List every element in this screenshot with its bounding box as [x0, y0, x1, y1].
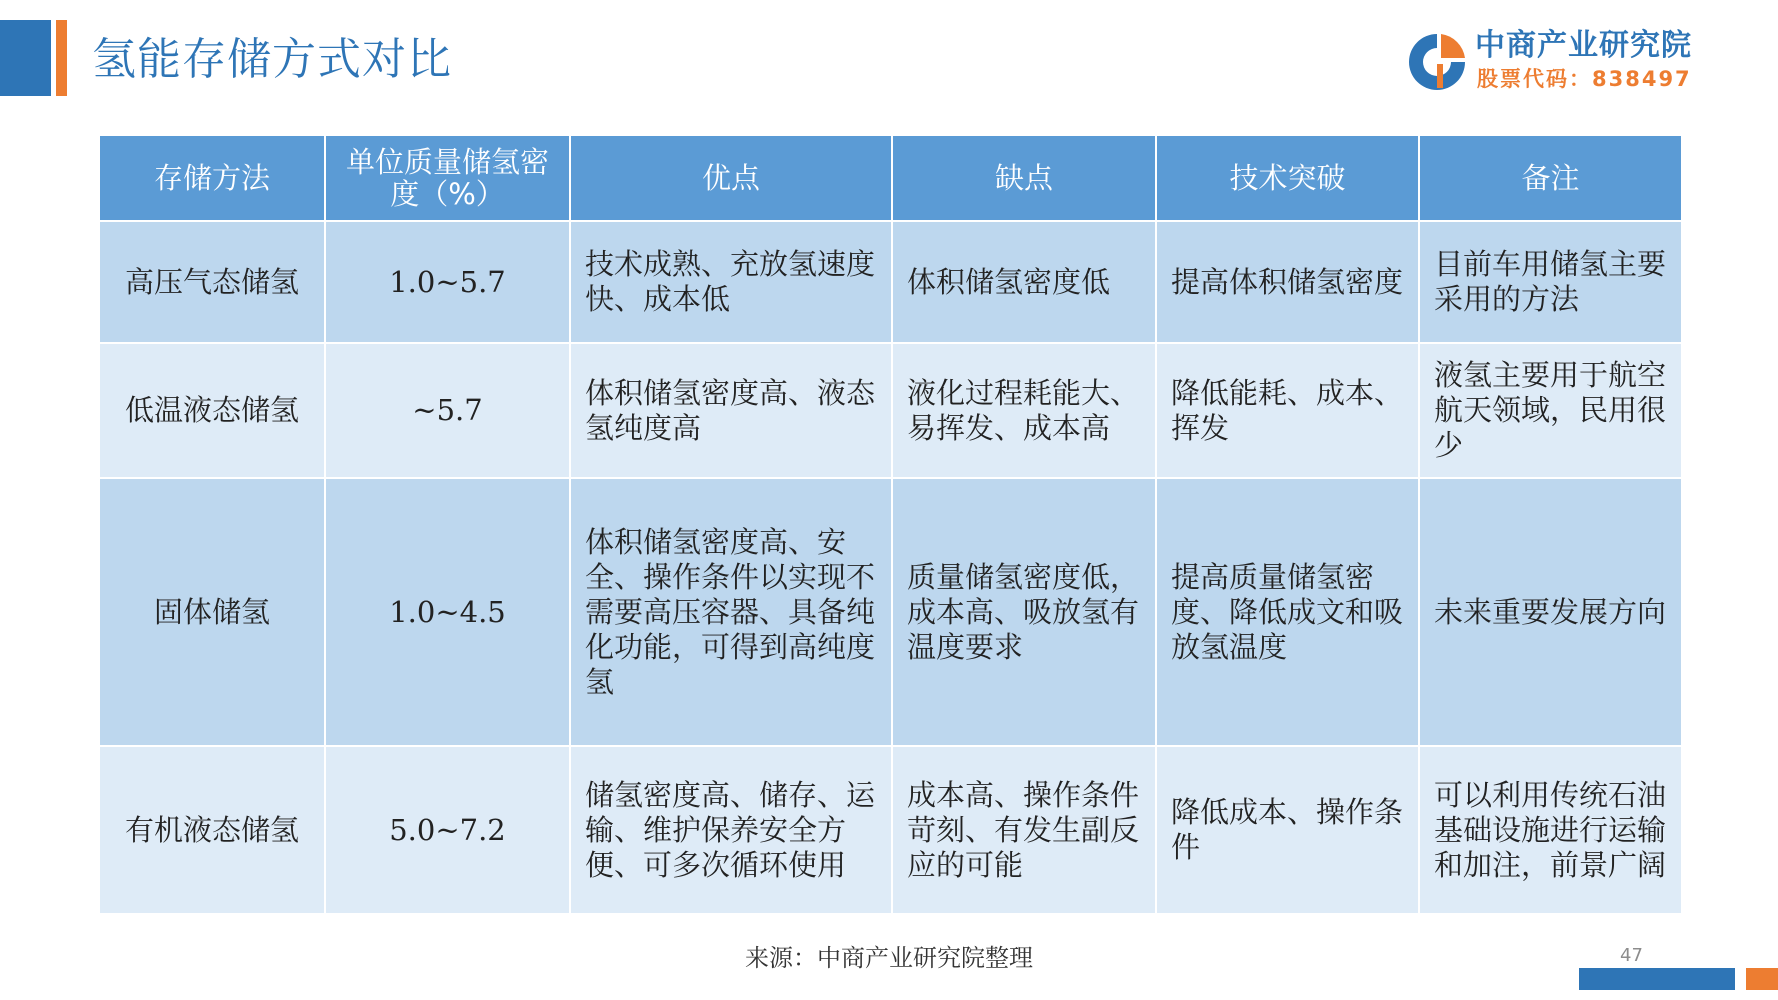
footer-accent-orange [1746, 968, 1778, 990]
logo-stock-code: 股票代码：838497 [1477, 67, 1692, 91]
cell-notes: 未来重要发展方向 [1419, 478, 1682, 746]
cell-notes: 可以利用传统石油基础设施进行运输和加注，前景广阔 [1419, 746, 1682, 914]
table-header-row [99, 135, 1682, 221]
table-row [99, 221, 1682, 343]
header-advantages: 优点 [570, 135, 892, 221]
cell-breakthrough: 降低成本、操作条件 [1156, 746, 1419, 914]
company-logo [1405, 28, 1695, 96]
header-disadvantages: 缺点 [892, 135, 1156, 221]
cell-method: 有机液态储氢 [99, 746, 325, 914]
footer-accent-blue [1579, 968, 1735, 990]
header-method: 存储方法 [99, 135, 325, 221]
cell-notes: 液氢主要用于航空航天领域，民用很少 [1419, 343, 1682, 478]
logo-mark-icon [1405, 30, 1469, 94]
cell-disadvantages: 成本高、操作条件苛刻、有发生副反应的可能 [892, 746, 1156, 914]
cell-notes: 目前车用储氢主要采用的方法 [1419, 221, 1682, 343]
cell-advantages: 技术成熟、充放氢速度快、成本低 [570, 221, 892, 343]
title-accent-orange [56, 20, 67, 96]
cell-advantages: 体积储氢密度高、液态氢纯度高 [570, 343, 892, 478]
storage-comparison-table [98, 134, 1683, 915]
table-row [99, 746, 1682, 914]
page-number: 47 [1620, 945, 1643, 966]
header-density: 单位质量储氢密度（%） [325, 135, 570, 221]
cell-breakthrough: 降低能耗、成本、挥发 [1156, 343, 1419, 478]
header-breakthrough: 技术突破 [1156, 135, 1419, 221]
cell-disadvantages: 质量储氢密度低，成本高、吸放氢有温度要求 [892, 478, 1156, 746]
cell-method: 低温液态储氢 [99, 343, 325, 478]
cell-method: 高压气态储氢 [99, 221, 325, 343]
page-title: 氢能存储方式对比 [92, 34, 452, 85]
logo-company-name: 中商产业研究院 [1475, 28, 1692, 63]
cell-advantages: 储氢密度高、储存、运输、维护保养安全方便、可多次循环使用 [570, 746, 892, 914]
cell-advantages: 体积储氢密度高、安全、操作条件以实现不需要高压容器、具备纯化功能，可得到高纯度氢 [570, 478, 892, 746]
cell-density: 1.0~5.7 [325, 221, 570, 343]
table-row [99, 343, 1682, 478]
title-accent-blue [0, 20, 51, 96]
cell-density: 1.0~4.5 [325, 478, 570, 746]
source-note: 来源：中商产业研究院整理 [745, 944, 1033, 972]
cell-density: 5.0~7.2 [325, 746, 570, 914]
table-row [99, 478, 1682, 746]
cell-disadvantages: 体积储氢密度低 [892, 221, 1156, 343]
cell-method: 固体储氢 [99, 478, 325, 746]
header-notes: 备注 [1419, 135, 1682, 221]
cell-density: ~5.7 [325, 343, 570, 478]
cell-breakthrough: 提高质量储氢密度、降低成文和吸放氢温度 [1156, 478, 1419, 746]
cell-breakthrough: 提高体积储氢密度 [1156, 221, 1419, 343]
cell-disadvantages: 液化过程耗能大、易挥发、成本高 [892, 343, 1156, 478]
